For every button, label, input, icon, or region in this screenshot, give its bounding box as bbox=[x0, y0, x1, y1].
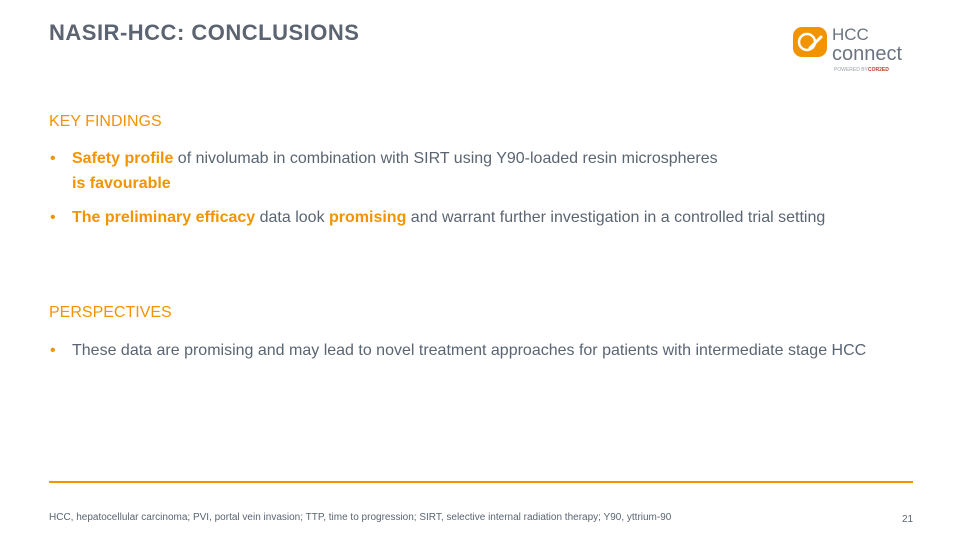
page-number: 21 bbox=[902, 514, 914, 525]
bullet-highlight: promising bbox=[329, 209, 407, 226]
bullet-text bbox=[72, 146, 910, 196]
hcc-connect-logo-graphic bbox=[790, 18, 930, 78]
abbreviations-footnote: HCC, hepatocellular carcinoma; PVI, portal vein invasion; TTP, time to progression; SIRT, selective internal radiation therapy; Y90, yttrium-90 bbox=[49, 512, 672, 523]
perspectives-heading: PERSPECTIVES bbox=[49, 304, 172, 321]
slide-title: NASIR-HCC: CONCLUSIONS bbox=[49, 20, 360, 45]
bullet-text bbox=[72, 205, 910, 230]
key-findings-heading: KEY FINDINGS bbox=[49, 113, 162, 130]
footer-divider bbox=[49, 481, 913, 483]
bullet-plain-text: of nivolumab in combination with SIRT using Y90-loaded resin microspheres bbox=[173, 150, 718, 167]
bullet-dot: • bbox=[50, 209, 56, 226]
bullet-highlight: The preliminary efficacy bbox=[72, 209, 256, 226]
logo-tagline-prefix: POWERED BY bbox=[834, 67, 868, 73]
bullet-plain-text: data look bbox=[255, 209, 330, 226]
logo-line1: HCC bbox=[832, 25, 869, 44]
key-finding-bullet bbox=[50, 146, 910, 196]
bullet-highlight: is favourable bbox=[72, 175, 171, 192]
bullet-highlight: Safety profile bbox=[72, 150, 174, 167]
perspective-bullet bbox=[50, 338, 910, 363]
logo-line2: connect bbox=[832, 43, 903, 65]
bullet-dot: • bbox=[50, 342, 56, 359]
hcc-connect-logo bbox=[790, 18, 930, 78]
key-finding-bullet bbox=[50, 205, 910, 230]
bullet-text: These data are promising and may lead to novel treatment approaches for patients with intermediate stage HCC bbox=[72, 342, 867, 359]
logo-tagline-brand: COR2ED bbox=[868, 67, 889, 73]
bullet-plain-text: and warrant further investigation in a controlled trial setting bbox=[406, 209, 826, 226]
bullet-dot: • bbox=[50, 150, 56, 167]
